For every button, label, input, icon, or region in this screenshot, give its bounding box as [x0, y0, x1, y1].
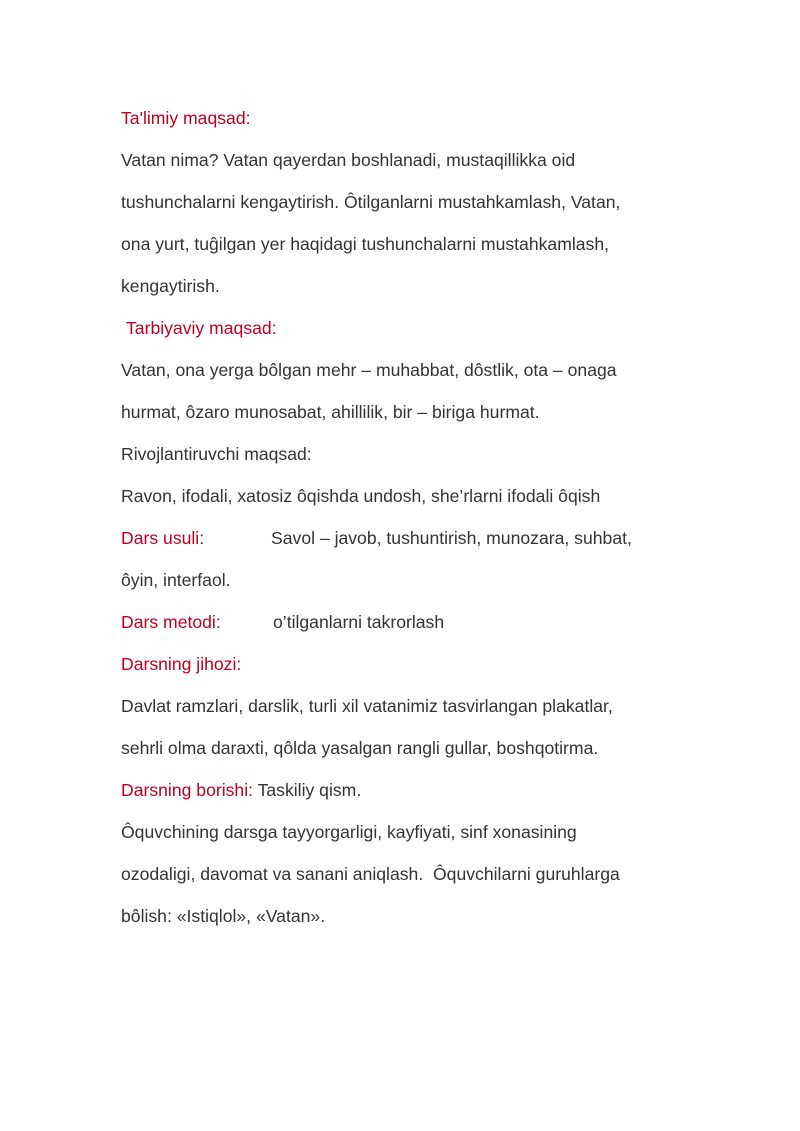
paragraph-line: Vatan, ona yerga bôlgan mehr – muhabbat, dôstlik, ota – onaga	[121, 360, 617, 380]
paragraph-line: ozodaligi, davomat va sanani aniqlash. Ôquvchilarni guruhlarga	[121, 864, 620, 884]
paragraph-line: ona yurt, tuĝilgan yer haqidagi tushunchalarni mustahkamlash,	[121, 234, 610, 254]
heading-label: Darsning borishi	[121, 780, 249, 800]
heading-talimiy-maqsad	[121, 108, 251, 128]
heading-label: Ta'limiy maqsad	[121, 108, 246, 128]
heading-colon: :	[236, 654, 242, 674]
paragraph-line: tushunchalarni kengaytirish. Ôtilganlarni mustahkamlash, Vatan,	[121, 192, 621, 212]
heading-label: Dars usuli	[121, 528, 200, 548]
heading-colon: :	[215, 612, 221, 632]
paragraph-line: Ôquvchining darsga tayyorgarligi, kayfiyati, sinf xonasining	[121, 822, 577, 842]
heading-colon: :	[199, 528, 205, 548]
heading-colon: :	[245, 108, 251, 128]
heading-colon: :	[271, 318, 277, 338]
heading-label: Tarbiyaviy maqsad	[126, 318, 272, 338]
paragraph-line: Vatan nima? Vatan qayerdan boshlanadi, mustaqillikka oid	[121, 150, 576, 170]
heading-rest: : Taskiliy qism.	[248, 780, 362, 800]
heading-darsning-jihozi	[121, 654, 241, 674]
dars-usuli-value: Savol – javob, tushuntirish, munozara, suhbat,	[271, 528, 632, 548]
paragraph-line: Davlat ramzlari, darslik, turli xil vatanimiz tasvirlangan plakatlar,	[121, 696, 613, 716]
paragraph-line: kengaytirish.	[121, 276, 220, 296]
heading-dars-metodi	[121, 612, 221, 632]
paragraph-line: hurmat, ôzaro munosabat, ahillilik, bir – biriga hurmat.	[121, 402, 540, 422]
dars-metodi-value: o’tilganlarni takrorlash	[273, 612, 445, 632]
heading-label: Darsning jihozi	[121, 654, 237, 674]
heading-rivojlantiruvchi-maqsad: Rivojlantiruvchi maqsad:	[121, 444, 312, 464]
paragraph-line: ôyin, interfaol.	[121, 570, 231, 590]
heading-tarbiyaviy-maqsad	[126, 318, 277, 338]
paragraph-line: sehrli olma daraxti, qôlda yasalgan rangli gullar, boshqotirma.	[121, 738, 599, 758]
heading-dars-usuli	[121, 528, 204, 548]
heading-darsning-borishi	[121, 780, 361, 800]
heading-label: Dars metodi	[121, 612, 216, 632]
paragraph-line: bôlish: «Istiqlol», «Vatan».	[121, 906, 326, 926]
paragraph-line: Ravon, ifodali, xatosiz ôqishda undosh, she’rlarni ifodali ôqish	[121, 486, 601, 506]
